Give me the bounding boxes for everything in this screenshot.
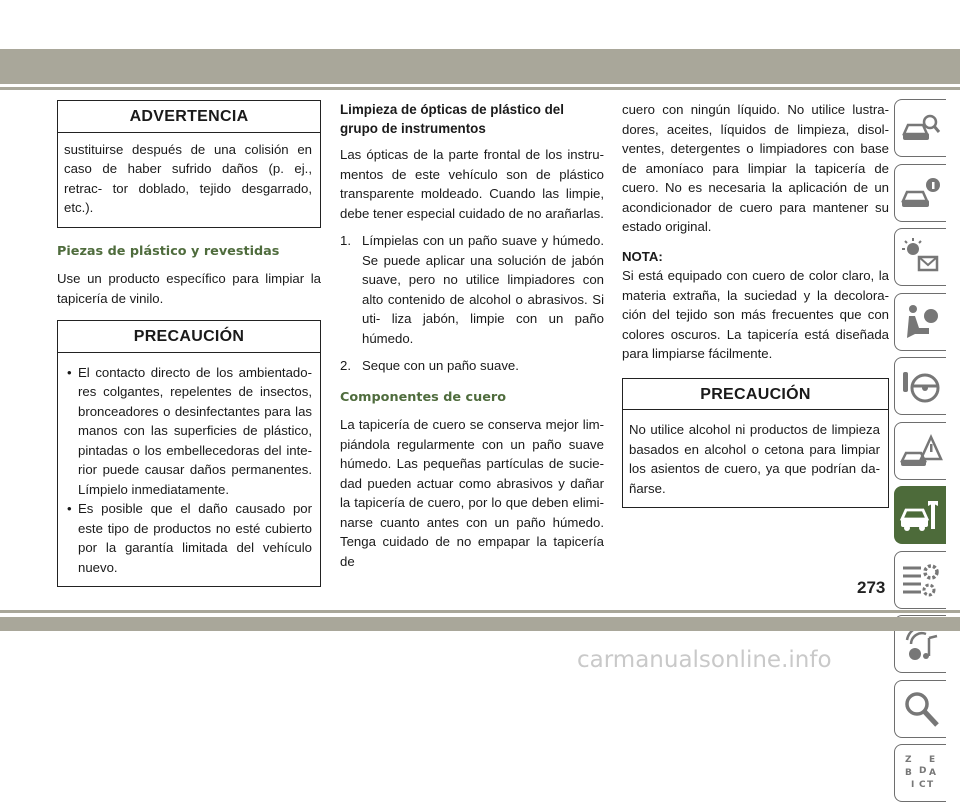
step-number: 1. [340,233,351,248]
index-letter: I [910,780,914,790]
tab-index[interactable] [894,744,946,802]
warning-title: ADVERTENCIA [58,101,320,133]
warning-text: sustituirse después de una colisión en caso de haber sufrido daños (p. ej., retrac- tor doblado, tejido desgarrado, etc.). [64,141,312,215]
optics-intro: Las ópticas de la parte frontal de los instru- mentos de este vehículo son de plástico transparente moldeado. Cuando las limpie, debe tener especial cuidado de no arañarlas. [340,147,604,221]
tab-steering[interactable] [894,357,946,415]
column-middle [340,100,604,579]
column-left [57,100,321,601]
magnifier-icon [899,687,943,731]
airbag-seat-icon [899,300,943,344]
step-text: Seque con un paño suave. [362,358,519,373]
leather-text-a: La tapicería de cuero se conserva mejor lim- piándola regularmente con un paño suave húmedo. Las pequeñas partículas de sucie- dad pueden actuar como abrasivos y dañar la tapicería de cuero, por lo que deben elimi- narse cuanto antes con un paño húmedo. Tenga cuidado de no empapar la tapicería de [340,417,604,569]
index-letter: B [904,768,912,778]
index-letter: T [926,780,933,790]
warning-box [57,100,321,228]
caution-box-2 [622,378,889,509]
optics-steps [340,231,604,376]
chapter-tabs [894,99,946,809]
caution-title-1: PRECAUCIÓN [58,321,320,353]
watermark: carmanualsonline.info [577,647,832,673]
caution-text-2: No utilice alcohol ni productos de limpieza basados en alcohol o cetona para limpiar los asientos de cuero, ya que podrían da- ñarse. [629,422,880,496]
note-title: NOTA: [622,248,663,264]
step-item [340,356,604,376]
car-search-icon [899,106,943,150]
tab-specs[interactable] [894,551,946,609]
step-number: 2. [340,358,351,373]
car-wrench-icon [899,493,943,537]
plastic-heading: Piezas de plástico y revestidas [57,243,280,259]
index-letter: C [918,780,926,790]
optics-heading: Limpieza de ópticas de plástico del grupo de instrumentos [340,102,564,136]
steering-wheel-icon [899,364,943,408]
bottom-rule [0,610,960,613]
caution-box-1 [57,320,321,587]
tab-roadside[interactable] [894,422,946,480]
tab-warning-lights[interactable] [894,228,946,286]
plastic-text: Use un producto específico para limpiar la tapicería de vinilo. [57,271,321,306]
column-right [622,100,889,522]
car-info-icon [899,171,943,215]
roadside-warning-icon [899,429,943,473]
leather-text-b: cuero con ningún líquido. No utilice lustra- dores, aceites, líquidos de limpieza, disol- ventes, detergentes o limpiadores con base de amoníaco para limpiar la tapicería de cuero. No es necesaria la aplicación de un acondicionador de cuero para mantener su estado original. [622,102,889,234]
index-letter: D [918,766,926,776]
top-rule [0,87,960,90]
top-band [0,49,960,84]
index-letter: A [928,768,936,778]
step-text: Límpielas con un paño suave y húmedo. Se puede aplicar una solución de jabón suave, pero no utilice limpiadores con alto contenido de alcohol o abrasivos. Si uti- liza jabón, limpie con un paño húmedo. [362,233,604,346]
leather-heading: Componentes de cuero [340,389,507,405]
bottom-band [0,617,960,631]
tab-search[interactable] [894,680,946,738]
warning-lights-icon [899,235,943,279]
index-letter: E [928,755,935,765]
caution-item: • El contacto directo de los ambientado- res colgantes, repelentes de insectos, bronceadores o desinfectantes para las manos con las superficies de plástico, pintadas o los embellecedoras del inte- rior puede causar daños permanentes. Límpielo inmediatamente. [78,363,312,500]
specs-gear-icon [899,558,943,602]
tab-car-wrench[interactable] [894,486,946,544]
step-item [340,231,604,348]
alphabet-index-icon [899,751,943,795]
tab-airbag-seat[interactable] [894,293,946,351]
index-letter: Z [904,755,912,765]
caution-body-1 [58,353,320,587]
page-number: 273 [857,578,886,597]
caution-item: • Es posible que el daño causado por este tipo de productos no esté cubierto por la garantía limitada del vehículo nuevo. [78,499,312,577]
caution-title-2: PRECAUCIÓN [623,379,888,411]
tab-car-info[interactable] [894,164,946,222]
tab-car-search[interactable] [894,99,946,157]
note-text: Si está equipado con cuero de color claro, la materia extraña, la suciedad y la decolora- ción del tejido son más frecuentes que con colores oscuros. La tapicería está diseñada para limpiarse fácilmente. [622,268,889,361]
